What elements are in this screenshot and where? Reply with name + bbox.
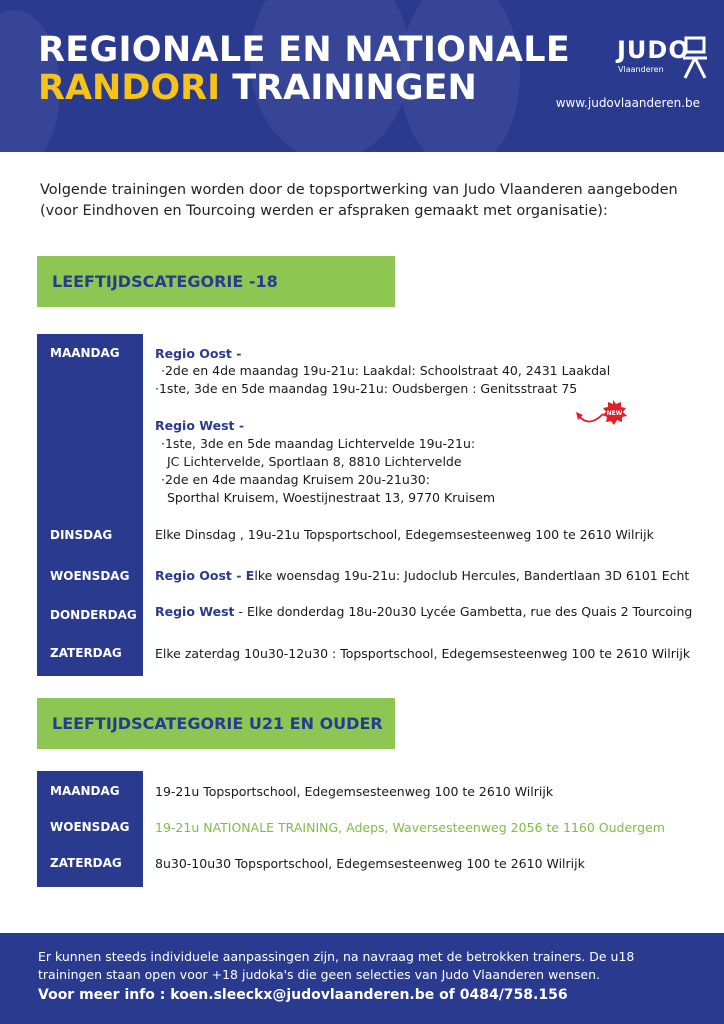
- day-label-maandag: MAANDAG: [50, 784, 120, 798]
- day-label-dinsdag: DINSDAG: [50, 528, 113, 542]
- schedule-line-maandag: 19-21u Topsportschool, Edegemsesteenweg 100 te 2610 Wilrijk: [155, 784, 554, 799]
- schedule-line: Sporthal Kruisem, Woestijnestraat 13, 9770 Kruisem: [167, 490, 496, 505]
- region-oost-label: Regio Oost -: [155, 346, 242, 361]
- day-label-zaterdag: ZATERDAG: [50, 646, 122, 660]
- day-label-donderdag: DONDERDAG: [50, 608, 137, 622]
- schedule-line: JC Lichtervelde, Sportlaan 8, 8810 Lichtervelde: [167, 454, 462, 469]
- judo-figure-icon: [683, 36, 707, 80]
- intro-line2: (voor Eindhoven en Tourcoing werden er afspraken gemaakt met organisatie):: [40, 203, 608, 219]
- day-label-woensdag: WOENSDAG: [50, 569, 130, 583]
- day-label-woensdag: WOENSDAG: [50, 820, 130, 834]
- day-column-u18: [37, 334, 143, 676]
- schedule-line-dinsdag: Elke Dinsdag , 19u-21u Topsportschool, Edegemsesteenweg 100 te 2610 Wilrijk: [155, 527, 654, 542]
- schedule-line: ·1ste, 3de en 5de maandag Lichtervelde 19u-21u:: [161, 436, 476, 451]
- intro-text: [40, 180, 710, 222]
- title-highlight: RANDORI: [38, 68, 221, 108]
- footer-contact[interactable]: Voor meer info : koen.sleeckx@judovlaanderen.be of 0484/758.156: [38, 987, 568, 1003]
- schedule-line-donderdag: Regio West - Elke donderdag 18u-20u30 Lycée Gambetta, rue des Quais 2 Tourcoing: [155, 604, 693, 619]
- intro-line1: Volgende trainingen worden door de topsportwerking van Judo Vlaanderen aangeboden: [40, 182, 678, 198]
- page-title-line1: REGIONALE EN NATIONALE: [38, 30, 571, 70]
- section-title: LEEFTIJDSCATEGORIE -18: [52, 272, 278, 291]
- judo-vlaanderen-logo: [617, 34, 707, 84]
- footer-line2: trainingen staan open voor +18 judoka's die geen selecties van Judo Vlaanderen wensen.: [38, 967, 601, 982]
- footer-line1: Er kunnen steeds individuele aanpassingen zijn, na navraag met de betrokken trainers. De u18: [38, 949, 635, 964]
- schedule-line: ·1ste, 3de en 5de maandag 19u-21u: Oudsbergen : Genitsstraat 75: [155, 381, 578, 396]
- day-label-maandag: MAANDAG: [50, 346, 120, 360]
- header-banner: [0, 0, 724, 152]
- region-west-label: Regio West -: [155, 418, 245, 433]
- section-header-u21: [37, 698, 395, 749]
- schedule-line-woensdag: 19-21u NATIONALE TRAINING, Adeps, Waversesteenweg 2056 te 1160 Oudergem: [155, 820, 665, 835]
- schedule-line-woensdag: Regio Oost - Elke woensdag 19u-21u: Judoclub Hercules, Bandertlaan 3D 6101 Echt: [155, 568, 690, 583]
- schedule-line-zaterdag: 8u30-10u30 Topsportschool, Edegemsesteenweg 100 te 2610 Wilrijk: [155, 856, 585, 871]
- schedule-line: ·2de en 4de maandag 19u-21u: Laakdal: Schoolstraat 40, 2431 Laakdal: [161, 363, 611, 378]
- new-badge-text: NEW: [606, 410, 623, 417]
- website-link[interactable]: www.judovlaanderen.be: [555, 96, 700, 110]
- day-label-zaterdag: ZATERDAG: [50, 856, 122, 870]
- schedule-line: ·2de en 4de maandag Kruisem 20u-21u30:: [161, 472, 430, 487]
- title-rest: TRAININGEN: [232, 68, 477, 108]
- section-title: LEEFTIJDSCATEGORIE U21 EN OUDER: [52, 714, 383, 733]
- footer-banner: [0, 933, 724, 1024]
- new-badge-icon: [575, 398, 631, 428]
- logo-text: JUDO: [617, 36, 690, 64]
- schedule-line-zaterdag: Elke zaterdag 10u30-12u30 : Topsportschool, Edegemsesteenweg 100 te 2610 Wilrijk: [155, 646, 691, 661]
- logo-subtext: Vlaanderen: [618, 65, 664, 74]
- section-header-u18: [37, 256, 395, 307]
- page-title-line2: [38, 68, 477, 108]
